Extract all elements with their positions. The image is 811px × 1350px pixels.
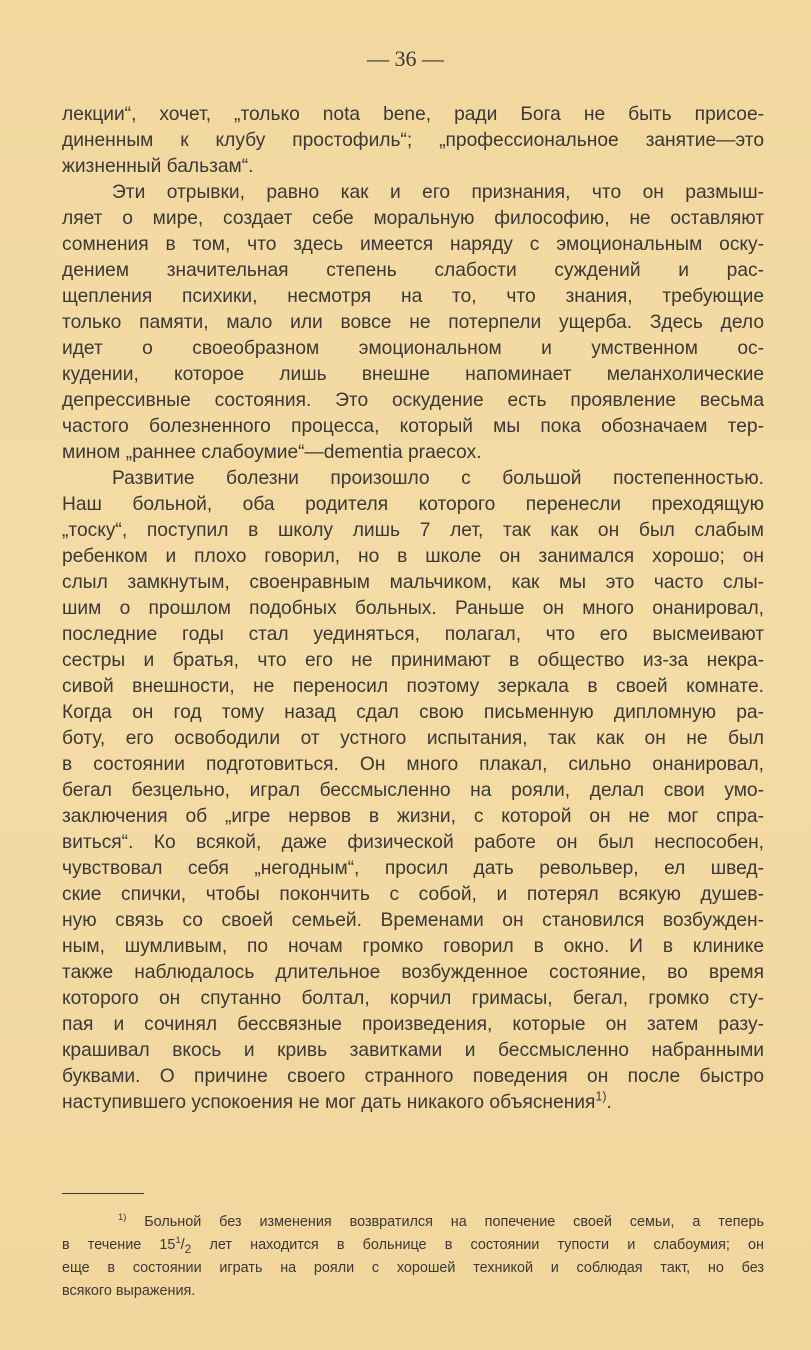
text-line: шим о прошлом подобных больных. Раньше он много онанировал,	[62, 598, 764, 619]
footnote-text: в течение 15	[62, 1237, 176, 1253]
footnote-line	[62, 1234, 764, 1257]
text-line: сестры и братья, что его не принимают в общество из-за некра-	[62, 650, 764, 671]
text-line: слыл замкнутым, своенравным мальчиком, как мы это часто слы-	[62, 572, 764, 593]
footnote-divider	[62, 1193, 144, 1194]
text-line: ную связь со своей семьей. Временами он становился возбужден-	[62, 910, 764, 931]
text-line: кудении, которое лишь внешне напоминает меланхолические	[62, 364, 764, 385]
text-line: виться“. Ко всякой, даже физической работе он был неспособен,	[62, 832, 764, 853]
text-line: Наш больной, оба родителя которого перенесли преходящую	[62, 494, 764, 515]
text-line: которого он спутанно болтал, корчил гримасы, бегал, громко сту-	[62, 988, 764, 1009]
footnote-reference: 1)	[595, 1089, 607, 1104]
paragraph-start-line: Эти отрывки, равно как и его признания, что он размыш-	[112, 182, 764, 203]
text-line: щепления психики, несмотря на то, что знания, требующие	[62, 286, 764, 307]
text-line: дением значительная степень слабости суждений и рас-	[62, 260, 764, 281]
footnote-text: Больной без изменения возвратился на попечение своей семьи, а теперь	[144, 1214, 764, 1230]
text-line: буквами. О причине своего странного поведения он после быстро	[62, 1066, 764, 1087]
fraction-denominator: 2	[184, 1241, 192, 1256]
text-line: крашивал вкось и кривь завитками и бессмысленно набранными	[62, 1040, 764, 1061]
text-line: мином „раннее слабоумие“—dementia praecox.	[62, 442, 482, 463]
text-line: заключения об „игре нервов в жизни, с которой он не мог спра-	[62, 806, 764, 827]
paragraph-start-line: Развитие болезни произошло с большой постепенностью.	[112, 468, 764, 489]
footnote-line	[62, 1211, 764, 1234]
text-line-content: наступившего успокоения не мог дать никакого объяснения	[62, 1092, 596, 1113]
body-text	[62, 102, 764, 1116]
text-line: „тоску“, поступил в школу лишь 7 лет, так как он был слабым	[62, 520, 764, 541]
text-line: ребенком и плохо говорил, но в школе он занимался хорошо; он	[62, 546, 764, 567]
text-line: сивой внешности, не переносил поэтому зеркала в своей комнате.	[62, 676, 764, 697]
text-line: только памяти, мало или вовсе не потерпели ущерба. Здесь дело	[62, 312, 764, 333]
text-line: пая и сочинял бессвязные произведения, которые он затем разу-	[62, 1014, 764, 1035]
text-line: бегал безцельно, играл бессмысленно на рояли, делал свои умо-	[62, 780, 764, 801]
text-line: в состоянии подготовиться. Он много плакал, сильно онанировал,	[62, 754, 764, 775]
text-line: депрессивные состояния. Это оскудение есть проявление весьма	[62, 390, 764, 411]
fraction-slash: /	[180, 1237, 185, 1253]
text-line: чувствовал себя „негодным“, просил дать револьвер, ел швед-	[62, 858, 764, 879]
footnote-line: еще в состоянии играть на рояли с хорошей техникой и соблюдая такт, но без	[62, 1260, 764, 1276]
fraction-numerator: 1	[175, 1235, 181, 1246]
footnote-mark: 1)	[118, 1212, 127, 1223]
text-line: ляет о мире, создает себе моральную философию, не оставляют	[62, 208, 764, 229]
footnote-text: лет находится в больнице в состоянии тупости и слабоумия; он	[191, 1237, 764, 1253]
text-line: ным, шумливым, по ночам громко говорил в окно. И в клинике	[62, 936, 764, 957]
text-line-last	[62, 1090, 764, 1116]
page-number: — 36 —	[367, 46, 444, 71]
text-line: боту, его освободили от устного испытания, так как он не был	[62, 728, 764, 749]
footnote	[62, 1211, 764, 1303]
text-line: сомнения в том, что здесь имеется наряду с эмоциональным оску-	[62, 234, 764, 255]
text-line: последние годы стал уединяться, полагал, что его высмеивают	[62, 624, 764, 645]
text-line: идет о своеобразном эмоциональном и умственном ос-	[62, 338, 764, 359]
text-line: ские спички, чтобы покончить с собой, и потерял всякую душев-	[62, 884, 764, 905]
text-line: лекции“, хочет, „только nota bene, ради Бога не быть присое-	[62, 104, 764, 125]
text-line: частого болезненного процесса, который мы пока обозначаем тер-	[62, 416, 764, 437]
text-line: также наблюдалось длительное возбужденное состояние, во время	[62, 962, 764, 983]
sentence-end: .	[606, 1092, 612, 1113]
text-line: диненным к клубу простофиль“; „профессиональное занятие—это	[62, 130, 764, 151]
footnote-line: всякого выражения.	[62, 1283, 196, 1299]
text-line: жизненный бальзам“.	[62, 156, 254, 177]
text-line: Когда он год тому назад сдал свою письменную дипломную ра-	[62, 702, 764, 723]
